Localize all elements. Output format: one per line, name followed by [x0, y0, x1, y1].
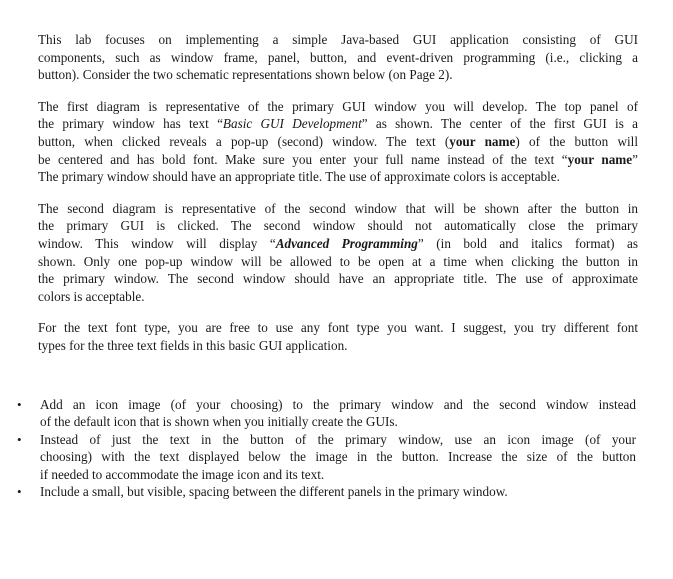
text-line: the primary window. The second window should have an appropriate title. The use of approximate: [38, 271, 638, 287]
text-line: The second diagram is representative of the second window that will be shown after the button in: [38, 200, 638, 216]
text-line: [38, 151, 638, 169]
text-line: For the text font type, you are free to use any font type you want. I suggest, you try different font: [38, 320, 638, 336]
text-run: ”: [632, 151, 639, 167]
text-line: choosing) with the text displayed below the image in the button. Increase the size of the button: [40, 449, 636, 465]
text-line: [38, 133, 638, 151]
list-item: [16, 431, 636, 484]
text-run: window. This window will display “: [38, 235, 276, 251]
text-line: [38, 235, 638, 253]
spacer: [38, 369, 638, 396]
bullet-icon: •: [17, 396, 22, 412]
requirements-list: [16, 396, 636, 502]
paragraph-lab-intro: [38, 31, 638, 84]
paragraph-first-diagram: [38, 98, 638, 186]
text-line: components, such as window frame, panel, button, and event-driven programming (i.e., clicking a: [38, 49, 638, 65]
bold-text-your-name: your name: [449, 133, 516, 149]
text-line: The primary window should have an appropriate title. The use of approximate colors is acceptable.: [38, 169, 560, 185]
paragraph-second-diagram: [38, 200, 638, 306]
text-line: shown. Only one pop-up window will be allowed to be open at a time when clicking the button in: [38, 253, 638, 269]
text-run: ) of the button will: [515, 133, 638, 149]
text-line: The first diagram is representative of the primary GUI window you will develop. The top panel of: [38, 98, 638, 114]
text-line: of the default icon that is shown when you initially create the GUIs.: [40, 414, 398, 430]
text-line: types for the three text fields in this basic GUI application.: [38, 337, 348, 353]
text-run: button, when clicked reveals a pop-up (second) window. The text (: [38, 133, 450, 149]
text-run: the primary window has text “: [38, 116, 223, 132]
text-line: button). Consider the two schematic representations shown below (on Page 2).: [38, 67, 453, 83]
text-run: be centered and has bold font. Make sure you enter your full name instead of the text “: [38, 151, 568, 167]
paragraph-font-type: [38, 319, 638, 354]
bold-italic-text-advanced-programming: [276, 236, 418, 251]
text-run: ” (in bold and italics format) as: [417, 235, 638, 251]
italic-text-basic-gui: Basic GUI Development: [222, 116, 362, 132]
list-item: [16, 396, 636, 431]
text-line: Include a small, but visible, spacing between the different panels in the primary window.: [40, 484, 508, 500]
text-line: colors is acceptable.: [38, 288, 145, 304]
text-line: [38, 115, 638, 133]
text-line: Instead of just the text in the button of the primary window, use an icon image (of your: [40, 431, 636, 447]
list-item: [16, 483, 636, 501]
italic-run: Advanced Programming: [275, 235, 418, 251]
bullet-icon: •: [17, 484, 22, 500]
bullet-icon: •: [17, 431, 22, 447]
text-line: Add an icon image (of your choosing) to the primary window and the second window instead: [40, 396, 636, 412]
document-page: [17, 31, 639, 501]
text-line: This lab focuses on implementing a simple Java-based GUI application consisting of GUI: [38, 32, 638, 47]
text-line: if needed to accommodate the image icon and its text.: [40, 466, 325, 482]
text-run: ” as shown. The center of the first GUI is a: [361, 116, 638, 132]
text-line: the primary GUI is clicked. The second window should not automatically close the primary: [38, 218, 638, 234]
bold-text-your-name: your name: [567, 151, 633, 167]
